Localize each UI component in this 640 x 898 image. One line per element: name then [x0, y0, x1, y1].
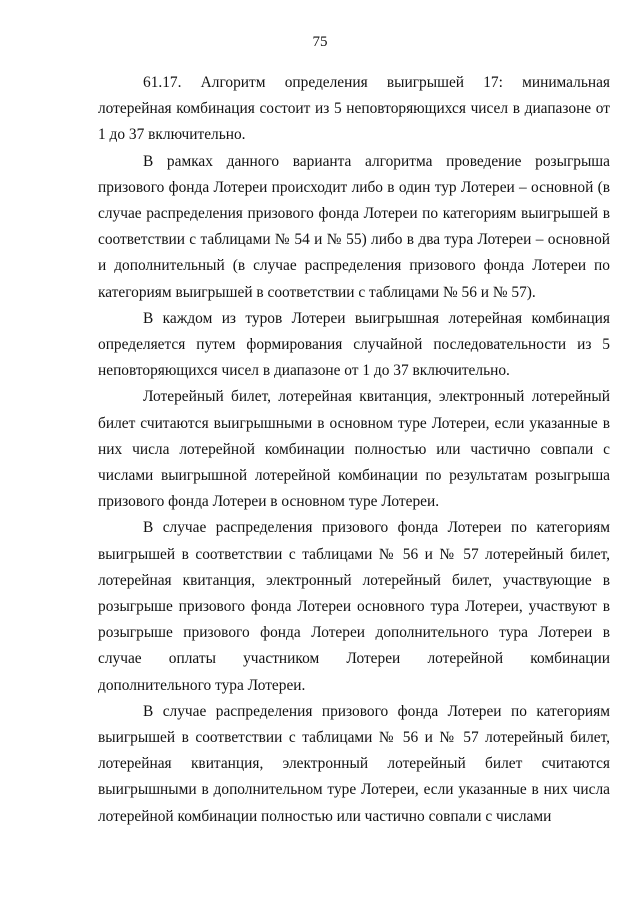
paragraph-winning-combination: В каждом из туров Лотереи выигрышная лотерейная комбинация определяется путем формирования случайной последовательности из 5 неповторяющихся чисел в диапазоне от 1 до 37 включительно.	[98, 309, 610, 380]
paragraph-main-tour-winning: Лотерейный билет, лотерейная квитанция, электронный лотерейный билет считаются выигрышными в основном туре Лотереи, если указанные в них числа лотерейной комбинации полностью или частично совпали с числами выигрышной лотерейной комбинации по результатам розыгрыша призового фонда Лотереи в основном туре Лотереи.	[98, 388, 610, 511]
paragraph-additional-tour-winning: В случае распределения призового фонда Лотереи по категориям выигрышей в соответствии с таблицами № 56 и № 57 лотерейный билет, лотерейная квитанция, электронный лотерейный билет считаются выигрышными в дополнительном туре Лотереи, если указанные в них числа лотерейной комбинации полностью или частично совпали с числами	[98, 702, 610, 825]
page-number: 75	[312, 34, 328, 50]
paragraph-tour-rules: В рамках данного варианта алгоритма проведение розыгрыша призового фонда Лотереи происходит либо в один тур Лотереи – основной (в случае распределения призового фонда Лотереи по категориям выигрышей в соответствии с таблицами № 54 и № 55) либо в два тура Лотереи – основной и дополнительный (в случае распределения призового фонда Лотереи по категориям выигрышей в соответствии с таблицами № 56 и № 57).	[98, 152, 610, 301]
paragraph-algorithm-17: 61.17. Алгоритм определения выигрышей 17: минимальная лотерейная комбинация состоит из 5 неповторяющихся чисел в диапазоне от 1 до 37 включительно.	[98, 74, 610, 144]
document-body	[98, 70, 610, 830]
paragraph-additional-tour-participation: В случае распределения призового фонда Лотереи по категориям выигрышей в соответствии с таблицами № 56 и № 57 лотерейный билет, лотерейная квитанция, электронный лотерейный билет, участвующие в розыгрыше призового фонда Лотереи основного тура Лотереи, участвуют в розыгрыше призового фонда Лотереи дополнительного тура Лотереи в случае оплаты участником Лотереи лотерейной комбинации дополнительного тура Лотереи.	[98, 519, 610, 694]
